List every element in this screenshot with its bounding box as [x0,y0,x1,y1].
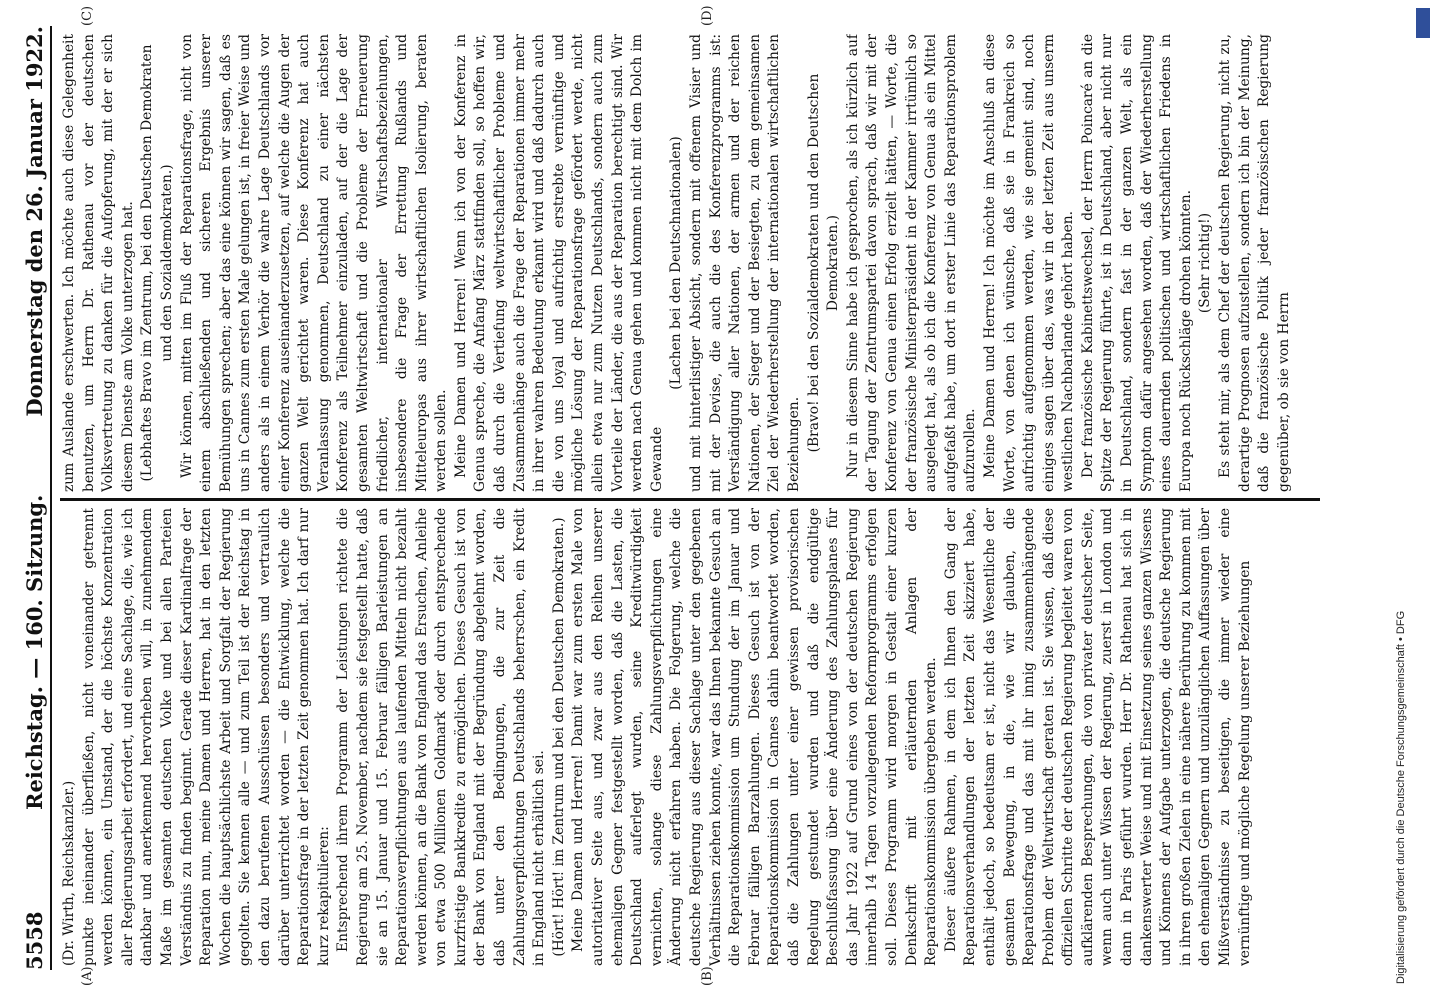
paragraph: Meine Damen und Herren! Wenn ich von der Konferenz in Genua spreche, die Anfang März stattfinden soll, so hoffen wir, daß durch die Vertiefung weltwirtschaftlicher Probleme und Zusammenhänge auch die Frage der Reparationen immer mehr in ihrer wahren Bedeutung erkannt wird und daß dadurch auch die von uns loyal und aufrichtig erstrebte vernünftige und mögliche Lösung der Reparationsfrage gefördert werde, nicht allein etwa nur zum Nutzen Deutschlands, sondern auch zum Vorteile der Länder, die aus der Reparation berechtigt sind. Wir werden nach Genua gehen und kommen nicht mit dem Dolch im Gewande [452,34,665,492]
interjection: (Sehr richtig!) [1197,212,1214,314]
column-divider [60,499,1320,502]
page-number: 5558 [22,911,47,970]
margin-marker-b: (B) [700,966,715,986]
interjection: (Lebhaftes Bravo im Zentrum, bei den Deutschen Demokraten und den Sozialdemokraten.) [139,44,175,482]
paragraph: Dieser äußere Rahmen, in dem ich Ihnen den Gang der Reparationsverhandlungen der letzten Zeit skizziert habe, enthält jedoch, so bedeutsam er ist, nicht das Wesentliche der gesamten Bewegung, in die, wie wir glauben, die Reparationsfrage und das mit ihr innig zusammenhängende Problem der Weltwirtschaft geraten ist. Sie wissen, daß diese offiziellen Schritte der deutschen Regierung begleitet waren von aufklärenden Besprechungen, die von privater deutscher Seite, wenn auch unter Wissen der Regierung, zuerst in London und dann in Paris geführt wurden. Herr Dr. Rathenau hat sich in dankenswerter Weise und mit Einsetzung seines ganzen Wissens und Könnens der Aufgabe unterzogen, die deutsche Regierung in ihren großen Zielen in eine nähere Berührung zu kommen mit den ehemaligen Gegnern und unzulänglichen Auffassungen über Mißverständnisse zu beseitigen, die immer wieder eine vernünftige und mögliche Regelung unserer Beziehungen [942,508,1253,966]
paragraph: Wir können, mitten im Fluß der Reparationsfrage, nicht von einem abschließenden und sicheren Ergebnis unserer Bemühungen sprechen; aber das eine können wir sagen, daß es uns in Cannes zum ersten Male gelungen ist, in freier Weise und anders als in einem Verhör die wahre Lage Deutschlands vor einer Konferenz auseinanderzusetzen, auf welche die Augen der ganzen Welt gerichtet waren. Diese Konferenz hat auch Veranlassung genommen, Deutschland zu einer nächsten Konferenz als Teilnehmer einzuladen, auf der die Lage der gesamten Weltwirtschaft und die Probleme der Erneuerung friedlicher, internationaler Wirtschaftsbeziehungen, insbesondere die Frage der Errettung Rußlands und Mitteleuropas aus ihrer wirtschaftlichen Isolierung, beraten werden sollen. [178,34,450,492]
session-date: Donnerstag den 26. Januar 1922. [22,26,47,417]
left-column [60,508,1320,966]
speaker-label: (Dr. Wirth, Reichskanzler.) [61,780,77,966]
interjection: (Lachen bei den Deutschnationalen) [668,136,685,390]
right-column [60,34,1320,492]
paragraph: Entsprechend ihrem Programm der Leistungen richtete die Regierung am 25. November, nachdem sie festgestellt hatte, daß sie an 15. Januar und 15. Februar fälligen Barleistungen an Reparationsverpflichtungen aus laufenden Mitteln nicht bezahlt werden können, an die Bank von England das Ersuchen, Anleihe von etwa 500 Millionen Goldmark oder durch entsprechende kurzfristige Bankkredite zu ermöglichen. Dieses Gesuch ist von der Bank von England mit der Begründung abgelehnt worden, daß unter den Bedingungen, die zur Zeit die Zahlungsverpflichtungen Deutschlands beherrschen, ein Kredit in England nicht erhältlich sei. [335,508,548,966]
paragraph: Es steht mir, als dem Chef der deutschen Regierung, nicht zu, derartige Prognosen aufzustellen, sondern ich bin der Meinung, daß die französische Politik jeder französischen Regierung gegenüber, ob sie von Herrn [1217,34,1292,492]
paragraph: Nur in diesem Sinne habe ich gesprochen, als ich kürzlich auf der Tagung der Zentrumspartei davon sprach, daß wir mit der Konferenz von Genua einen Erfolg erzielt hätten, — Worte, die der französische Ministerpräsident in der Kammer irrtümlich so ausgelegt hat, als ob ich die Konferenz von Genua als ein Mittel aufgefaßt habe, um dort in erster Linie das Reparationsproblem aufzurollen. [844,34,979,492]
page-header [16,26,52,970]
paragraph: punkte ineinander überfließen, nicht voneinander getrennt werden können, ein Umstand, der die höchste Konzentration aller Regierungsarbeit erfordert, und eine Sachlage, die, wie ich dankbar und anerkennend hervorheben will, in zunehmendem Maße im gesamten deutschen Volke und bei allen Parteien Verständnis zu finden beginnt. Gerade dieser Kardinalfrage der Reparation nun, meine Damen und Herren, hat in den letzten Wochen die hauptsächlichste Arbeit und Sorgfalt der Regierung gegolten. Sie kennen alle — und zum Teil ist der Reichstag in den dazu berufenen Ausschüssen besonders und vertraulich darüber unterrichtet worden — die Entwicklung, welche die Reparationsfrage in der letzten Zeit genommen hat. Ich darf nur kurz rekapitulieren: [80,508,332,966]
margin-marker-c: (C) [80,5,95,26]
paragraph: Der französische Kabinettswechsel, der Herrn Poincaré an die Spitze der Regierung führte, ist in Deutschland, aber nicht nur in Deutschland, sondern fast in der ganzen Welt, als ein Symptom dafür angesehen worden, daß der Wiederherstellung eines dauernden politischen und wirtschaftlichen Friedens in Europa noch Rückschläge drohen könnten. [1079,34,1194,492]
margin-marker-d: (D) [700,5,715,26]
paragraph: und mit hinterlistiger Absicht, sondern mit offenem Visier und mit der Devise, die auch die des Konferenzprogramms ist: Verständigung aller Nationen, der armen und der reichen Nationen, der Sieger und der Besiegten, zu dem gemeinsamen Ziel der Wiederherstellung der internationalen wirtschaftlichen Beziehungen. [688,34,802,492]
paragraph: Meine Damen und Herren! Damit war zum ersten Male von autoritativer Seite aus, und zwar aus den Reihen unserer ehemaligen Gegner festgestellt worden, daß die Lasten, die Deutschland auferlegt wurden, seine Kreditwürdigkeit vernichten, solange diese Zahlungsverpflichtungen eine Änderung nicht erfahren haben. Die Folgerung, welche die deutsche Regierung aus dieser Sachlage unter den gegebenen Verhältnissen ziehen konnte, war das Ihnen bekannte Gesuch an die Reparationskommission um Stundung der im Januar und Februar fälligen Barzahlungen. Dieses Gesuch ist von der Reparationskommission in Cannes dahin beantwortet worden, daß die Zahlungen unter einer gewissen provisorischen Regelung gestundet wurden und daß die endgültige Beschlußfassung über eine Änderung des Zahlungsplanes für das Jahr 1922 auf Grund eines von der deutschen Regierung innerhalb 14 Tagen vorzulegenden Reformprogramms erfolgen soll. Dieses Programm wird morgen in Gestalt einer kurzen Denkschrift mit erläuternden Anlagen der Reparationskommission übergeben werden. [570,508,940,966]
margin-marker-a: (A) [80,966,95,986]
session-title: Reichstag. — 160. Sitzung. [22,494,47,810]
interjection: (Hört! Hört! im Zentrum und bei den Deutschen Demokraten.) [550,517,567,957]
paragraph: zum Auslande erschwerten. Ich möchte auch diese Gelegenheit benutzen, um Herrn Dr. Rathenau vor der deutschen Volksvertretung zu danken für die Aufopferung, mit der er sich diesem Dienste am Volke unterzogen hat. [61,34,136,492]
dfg-logo [1416,8,1430,38]
paragraph: Meine Damen und Herren! Ich möchte im Anschluß an diese Worte, von denen ich wünsche, daß sie in Frankreich so aufrichtig aufgenommen werden, wie sie gemeint sind, noch einiges sagen über das, was wir in der letzten Zeit aus unserm westlichen Nachbarlande gehört haben. [981,34,1077,492]
digitization-credit: Digitalisierung gefördert durch die Deutsche Forschungsgemeinschaft • DFG [1395,610,1407,984]
interjection: (Bravo! bei den Sozialdemokraten und den Deutschen Demokraten.) [805,73,842,453]
